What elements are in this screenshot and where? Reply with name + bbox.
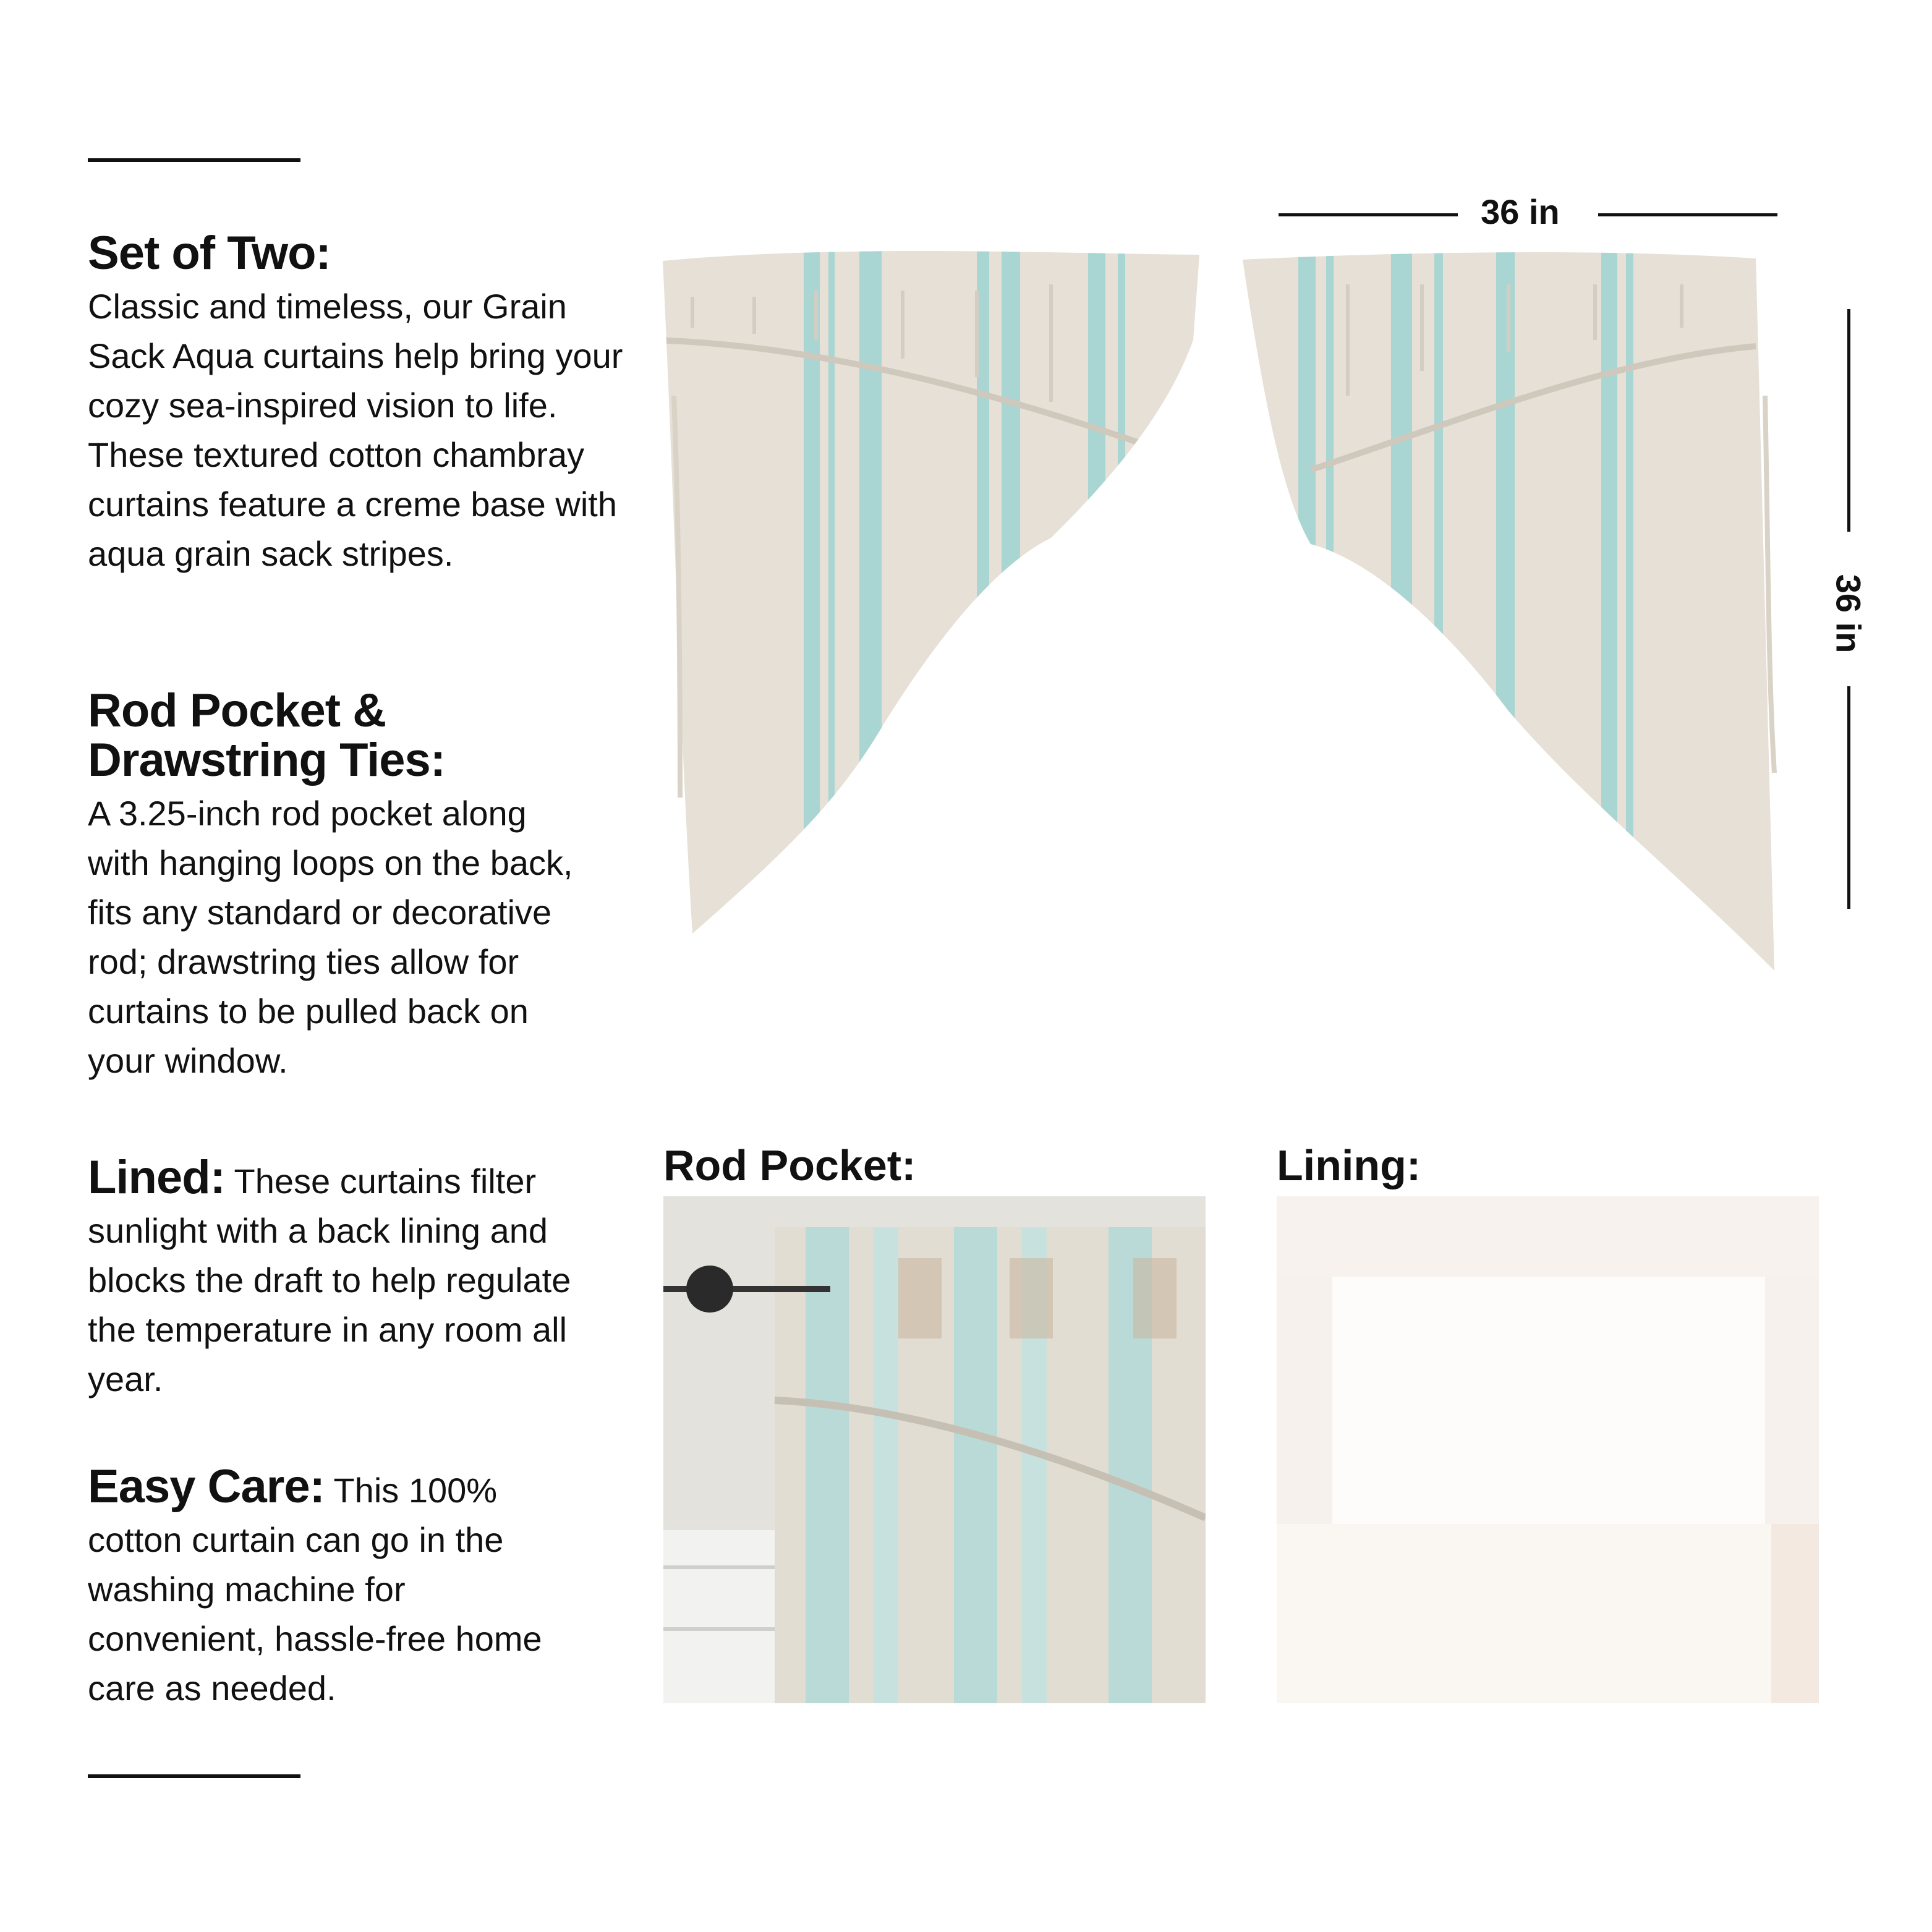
top-divider [88, 158, 300, 162]
section-easy-care [88, 1462, 632, 1713]
height-dimension-label: 36 in [1829, 574, 1868, 653]
section-lined [88, 1153, 632, 1404]
width-dimension-line-left [1279, 213, 1458, 216]
section-rod-pocket [88, 686, 632, 1086]
section-body: These curtains filter sunlight with a back lining and blocks the draft to help regulate the temperature in any room all year. [88, 1162, 571, 1398]
lining-caption: Lining: [1277, 1141, 1421, 1189]
curtain-pair-illustration [655, 241, 1818, 983]
section-body: This 100% cotton curtain can go in the washing machine for convenient, hassle-free home care as needed. [88, 1471, 542, 1708]
section-set-of-two [88, 229, 632, 579]
height-dimension-line-bottom [1847, 686, 1850, 909]
section-heading: Lined: [88, 1151, 225, 1204]
section-heading: Rod Pocket & Drawstring Ties: [88, 684, 446, 786]
height-dimension-line-top [1847, 309, 1850, 532]
section-heading: Set of Two: [88, 227, 331, 279]
section-paragraph [88, 1462, 558, 1713]
section-body: A 3.25-inch rod pocket along with hanging loops on the back, fits any standard or decorative rod; drawstring ties allow for curtains to be pulled back on your window. [88, 794, 573, 1080]
section-body: Classic and timeless, our Grain Sack Aqua curtains help bring your cozy sea-inspired vision to life. These textured cotton chambray curtains feature a creme base with aqua grain sack stripes. [88, 287, 623, 573]
section-paragraph [88, 1153, 595, 1404]
left-curtain-panel [655, 241, 1212, 983]
rod-pocket-detail-photo [663, 1196, 1206, 1703]
width-dimension-label: 36 in [1481, 192, 1560, 231]
bottom-divider [88, 1774, 300, 1778]
right-curtain-panel [1236, 241, 1793, 983]
width-dimension-line-right [1598, 213, 1777, 216]
lining-detail-photo [1277, 1196, 1819, 1703]
rod-pocket-caption: Rod Pocket: [663, 1141, 916, 1189]
section-heading: Easy Care: [88, 1460, 325, 1513]
